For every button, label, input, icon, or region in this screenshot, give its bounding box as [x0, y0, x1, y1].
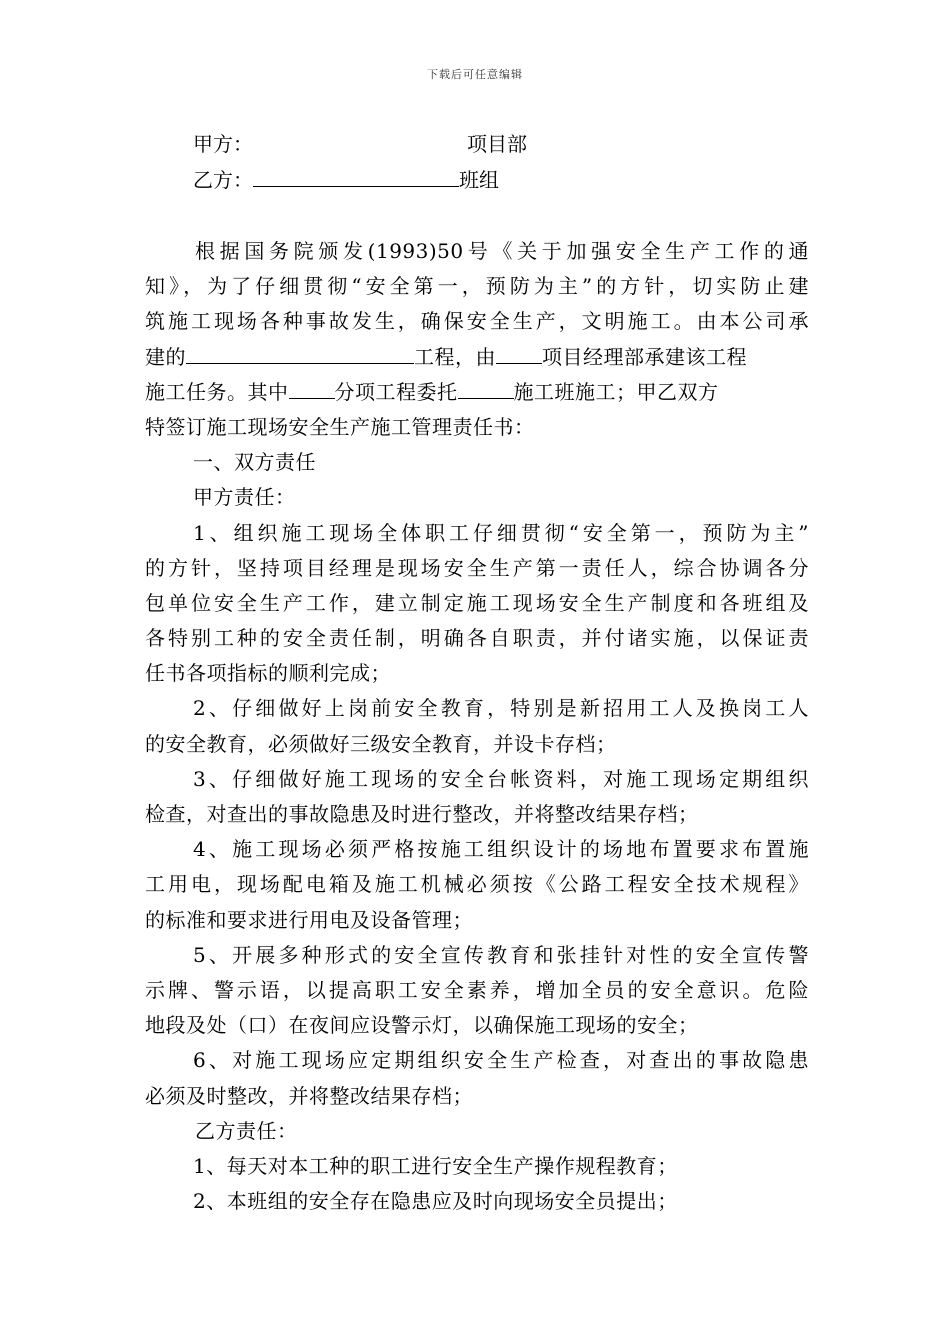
party-b-label: 乙方：	[193, 168, 253, 192]
resp-item: 1、每天对本工种的职工进行安全生产操作规程教育；	[193, 1153, 678, 1178]
resp-item: 示牌、警示语，以提高职工安全素养，增加全员的安全意识。危险	[145, 977, 809, 1002]
resp-item: 地段及处（口）在夜间应设警示灯，以确保施工现场的安全；	[145, 1013, 699, 1038]
party-b-blank	[253, 164, 459, 187]
resp-item: 1、组织施工现场全体职工仔细贯彻“安全第一，预防为主”	[193, 520, 809, 545]
intro-fragment: 分项工程委托	[334, 379, 458, 404]
intro-line: 筑施工现场各种事故发生，确保安全生产，文明施工。由本公司承	[145, 309, 809, 334]
resp-item: 2、仔细做好上岗前安全教育，特别是新招用工人及换岗工人	[193, 696, 809, 721]
intro-line: 知》，为了仔细贯彻“安全第一，预防为主”的方针，切实防止建	[145, 274, 809, 299]
resp-item: 的标准和要求进行用电及设备管理；	[145, 907, 473, 932]
resp-item: 5、开展多种形式的安全宣传教育和张挂针对性的安全宣传警	[193, 942, 809, 967]
subproject-blank	[289, 376, 335, 399]
party-a-label: 甲方：	[193, 132, 253, 156]
party-a-line	[193, 128, 527, 160]
resp-item: 的安全教育，必须做好三级安全教育，并设卡存档；	[145, 731, 617, 756]
header-note: 下载后可任意编辑	[427, 68, 523, 81]
team-blank	[458, 376, 514, 399]
intro-line-with-blanks	[145, 375, 809, 410]
party-b-resp-title: 乙方责任：	[195, 1118, 298, 1143]
resp-item: 的方针，坚持项目经理是现场安全生产第一责任人，综合协调各分	[145, 555, 809, 580]
resp-item: 各特别工种的安全责任制，明确各自职责，并付诸实施，以保证责	[145, 626, 809, 651]
party-a-value: 项目部	[467, 132, 527, 156]
intro-fragment: 建的	[145, 344, 186, 369]
resp-item: 2、本班组的安全存在隐患应及时向现场安全员提出；	[193, 1189, 678, 1214]
project-blank	[186, 341, 414, 364]
resp-item: 检查，对查出的事故隐患及时进行整改，并将整改结果存档；	[145, 802, 699, 826]
resp-item: 3、仔细做好施工现场的安全台帐资料，对施工现场定期组织	[193, 766, 809, 791]
intro-fragment: 施工任务。其中	[145, 379, 289, 404]
resp-item: 工用电，现场配电箱及施工机械必须按《公路工程安全技术规程》	[145, 872, 809, 897]
intro-fragment: 施工班施工；甲乙双方	[513, 379, 719, 404]
resp-item: 包单位安全生产工作，建立制定施工现场安全生产制度和各班组及	[145, 590, 809, 615]
party-b-value: 班组	[459, 168, 499, 192]
resp-item: 6、对施工现场应定期组织安全生产检查，对查出的事故隐患	[193, 1048, 809, 1073]
resp-item: 必须及时整改，并将整改结果存档；	[145, 1083, 473, 1108]
party-b-line	[193, 164, 499, 196]
resp-item: 任书各项指标的顺利完成；	[145, 661, 391, 686]
resp-item: 4、施工现场必须严格按施工组织设计的场地布置要求布置施	[193, 837, 809, 862]
body-text	[145, 234, 809, 1219]
section-title: 一、双方责任	[193, 450, 316, 475]
intro-fragment: 工程，由	[414, 344, 496, 369]
intro-fragment: 项目经理部承建该工程	[542, 344, 747, 369]
intro-line: 根据国务院颁发(1993)50号《关于加强安全生产工作的通	[195, 239, 809, 263]
party-a-resp-title: 甲方责任：	[193, 485, 296, 510]
dept-blank	[496, 341, 542, 364]
intro-line: 特签订施工现场安全生产施工管理责任书：	[145, 414, 535, 439]
intro-line-with-blanks	[145, 340, 809, 375]
